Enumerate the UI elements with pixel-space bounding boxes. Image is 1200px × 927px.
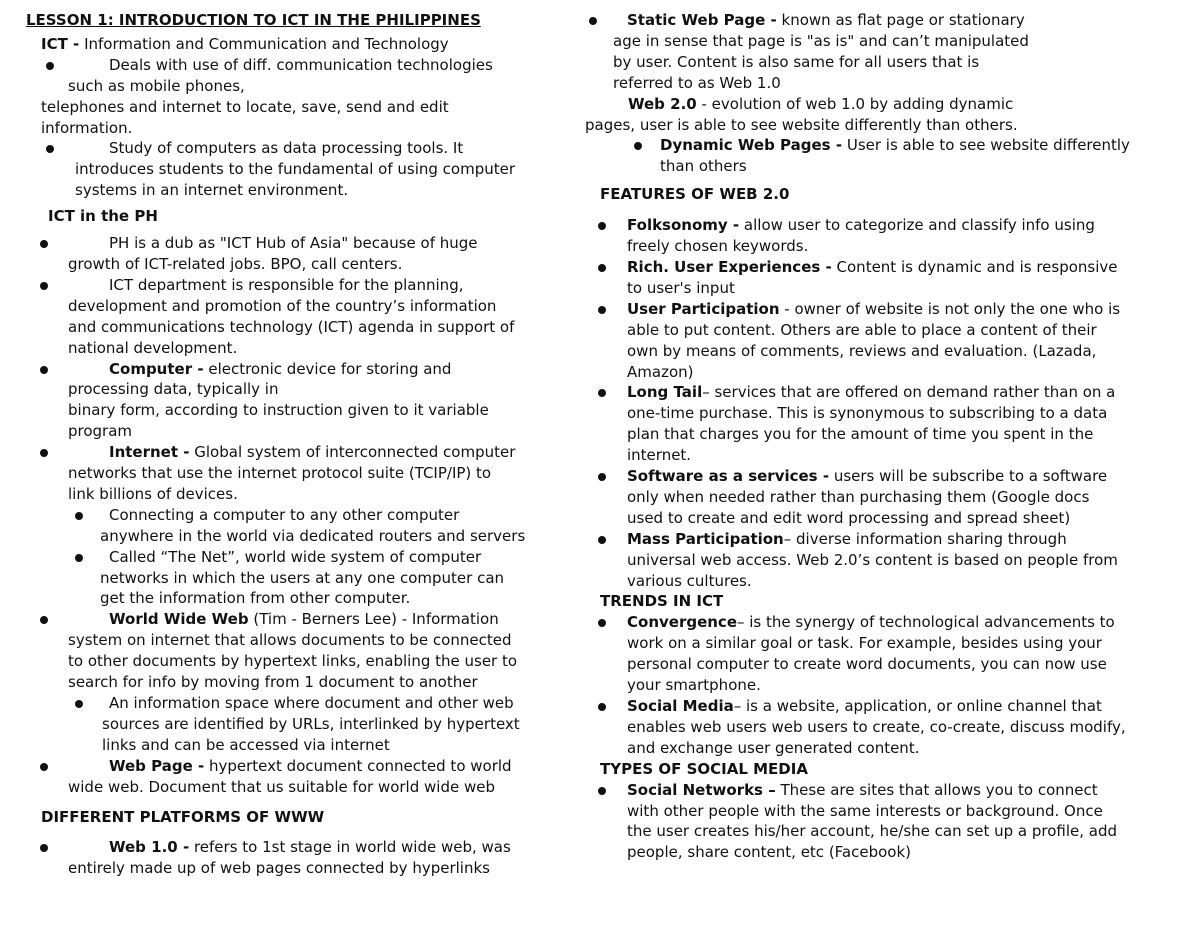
item-first-text: refers to 1st stage in world wide web, was <box>193 838 511 857</box>
item-line: networks in which the users at any one computer can <box>100 568 505 587</box>
types-term: Social Networks – <box>627 780 776 799</box>
item-line: universal web access. Web 2.0’s content is based on people from <box>627 550 1118 569</box>
feature-item <box>584 215 1192 257</box>
www-term: World Wide Web <box>109 610 249 629</box>
item-line: own by means of comments, reviews and evaluation. (Lazada, <box>627 341 1097 360</box>
webpage-item <box>26 756 578 798</box>
feature-term: Folksonomy - <box>627 216 740 235</box>
ph-item <box>26 233 578 275</box>
item-line: people, share content, etc (Facebook) <box>627 843 912 862</box>
item-line: Study of computers as data processing tools. It <box>109 139 464 158</box>
trend-item <box>584 612 1192 696</box>
item-first-text: – diverse information sharing through <box>783 529 1067 548</box>
webpage-term: Web Page - <box>109 756 205 775</box>
ict-definition-text: Information and Communication and Technology <box>84 34 449 53</box>
internet-sub-item <box>26 547 578 610</box>
internet-sub-item <box>26 505 578 547</box>
types-heading: TYPES OF SOCIAL MEDIA <box>600 759 808 778</box>
ict-item <box>26 55 578 139</box>
item-line: one-time purchase. This is synonymous to subscribing to a data <box>627 404 1108 423</box>
item-first-text: hypertext document connected to world <box>209 756 512 775</box>
item-line: internet. <box>627 446 692 465</box>
item-line <box>584 299 1192 320</box>
platforms-heading: DIFFERENT PLATFORMS OF WWW <box>41 807 325 826</box>
item-line: anywhere in the world via dedicated routers and servers <box>100 526 526 545</box>
item-line <box>26 359 578 380</box>
types-item <box>584 780 1192 864</box>
item-line <box>584 612 1192 633</box>
item-line: sources are identified by URLs, interlinked by hypertext <box>102 714 520 733</box>
item-first-text: users will be subscribe to a software <box>833 467 1108 486</box>
item-first-text: allow user to categorize and classify info using <box>743 216 1095 235</box>
item-first-text: Global system of interconnected computer <box>194 443 516 462</box>
item-first-text: These are sites that allows you to connect <box>780 780 1098 799</box>
item-line: age in sense that page is "as is" and can’t manipulated <box>613 31 1029 50</box>
item-line: introduces students to the fundamental of using computer <box>75 160 516 179</box>
item-line <box>26 837 578 858</box>
computer-term: Computer - <box>109 359 204 378</box>
feature-term: Long Tail <box>627 383 703 402</box>
item-line: wide web. Document that us suitable for world wide web <box>68 777 495 796</box>
item-first-text: electronic device for storing and <box>208 359 452 378</box>
item-line: PH is a dub as "ICT Hub of Asia" because of huge <box>109 234 478 253</box>
item-line: processing data, typically in <box>68 380 279 399</box>
item-line: such as mobile phones, <box>68 76 245 95</box>
item-first-text: User is able to see website differently <box>846 136 1130 155</box>
item-line <box>584 94 1192 115</box>
item-line: networks that use the internet protocol suite (TCIP/IP) to <box>68 464 492 483</box>
item-line <box>584 780 1192 801</box>
right-column <box>584 10 1192 863</box>
item-line: your smartphone. <box>627 676 761 695</box>
item-line <box>584 10 1192 31</box>
item-line: able to put content. Others are able to place a content of their <box>627 320 1097 339</box>
item-line: enables web users web users to create, co-create, discuss modify, <box>627 717 1126 736</box>
trend-term: Convergence <box>627 613 737 632</box>
feature-item <box>584 529 1192 592</box>
ph-item <box>26 275 578 359</box>
web10-term: Web 1.0 - <box>109 838 190 857</box>
item-line: Amazon) <box>627 362 694 381</box>
item-line: the user creates his/her account, he/she can set up a profile, add <box>627 822 1117 841</box>
item-line: pages, user is able to see website differently than others. <box>585 115 1018 134</box>
item-line: freely chosen keywords. <box>627 237 809 256</box>
feature-term: Mass Participation <box>627 529 784 548</box>
ict-item <box>26 138 578 201</box>
dynamic-page-item <box>584 135 1192 177</box>
item-line <box>584 529 1192 550</box>
item-first-text: known as flat page or stationary <box>781 11 1025 29</box>
features-heading: FEATURES OF WEB 2.0 <box>600 185 790 204</box>
item-line <box>26 442 578 463</box>
item-line: personal computer to create word documents, you can now use <box>627 655 1107 674</box>
item-line <box>26 756 578 777</box>
feature-item <box>584 257 1192 299</box>
static-term: Static Web Page - <box>627 11 777 29</box>
item-line: system on internet that allows documents to be connected <box>68 631 512 650</box>
item-first-text: - evolution of web 1.0 by adding dynamic <box>701 94 1014 113</box>
item-line <box>584 257 1192 278</box>
item-line <box>584 215 1192 236</box>
ph-item-internet <box>26 442 578 505</box>
feature-item <box>584 299 1192 383</box>
item-first-text: – is the synergy of technological advancements to <box>737 613 1115 632</box>
item-line: search for info by moving from 1 document to another <box>68 673 478 692</box>
item-line: referred to as Web 1.0 <box>613 73 781 92</box>
item-line: entirely made up of web pages connected by hyperlinks <box>68 859 490 878</box>
item-line: An information space where document and other web <box>109 694 514 712</box>
item-first-text: – is a website, application, or online channel that <box>733 697 1102 715</box>
item-line: only when needed rather than purchasing them (Google docs <box>627 487 1090 506</box>
item-line: growth of ICT-related jobs. BPO, call centers. <box>68 254 403 273</box>
item-line: plan that charges you for the amount of time you spent in the <box>627 425 1094 444</box>
item-line: and communications technology (ICT) agenda in support of <box>68 317 515 336</box>
ict-definition <box>26 34 578 55</box>
internet-term: Internet - <box>109 443 190 462</box>
ict-term: ICT - <box>41 34 80 53</box>
item-line: national development. <box>68 338 238 357</box>
item-line: systems in an internet environment. <box>75 181 349 200</box>
item-line <box>584 382 1192 403</box>
item-line: program <box>68 422 133 441</box>
left-column <box>26 10 578 879</box>
item-line <box>26 609 578 630</box>
item-line <box>584 135 1192 156</box>
trend-item <box>584 696 1192 759</box>
item-line: Called “The Net”, world wide system of computer <box>109 547 482 566</box>
item-line: than others <box>660 157 747 176</box>
item-line <box>584 466 1192 487</box>
item-line: Connecting a computer to any other computer <box>109 505 460 524</box>
item-line: with other people with the same interests or background. Once <box>627 801 1103 820</box>
feature-item <box>584 466 1192 529</box>
item-line: binary form, according to instruction given to it variable <box>68 401 489 420</box>
item-line: by user. Content is also same for all users that is <box>613 52 980 71</box>
item-first-text: (Tim - Berners Lee) - Information <box>253 610 499 629</box>
item-first-text: - owner of website is not only the one who is <box>784 299 1121 318</box>
item-line: various cultures. <box>627 571 752 590</box>
lesson-title: LESSON 1: INTRODUCTION TO ICT IN THE PHILIPPINES <box>26 11 481 29</box>
feature-term: User Participation <box>627 299 780 318</box>
item-first-text: – services that are offered on demand rather than on a <box>702 383 1116 402</box>
static-page-item <box>584 10 1192 94</box>
www-sub-item <box>26 693 578 756</box>
ph-item-computer <box>26 359 578 443</box>
feature-term: Rich. User Experiences - <box>627 257 832 276</box>
item-line: used to create and edit word processing and spread sheet) <box>627 508 1071 527</box>
item-line: links and can be accessed via internet <box>102 735 390 754</box>
www-item <box>26 609 578 693</box>
item-line: to user's input <box>627 278 735 297</box>
trend-term: Social Media <box>627 697 734 715</box>
web20-term: Web 2.0 <box>628 94 697 113</box>
item-line: development and promotion of the country’s information <box>68 296 497 315</box>
item-line: link billions of devices. <box>68 484 238 503</box>
dynamic-term: Dynamic Web Pages - <box>660 136 843 155</box>
item-line: information. <box>41 118 133 137</box>
item-line: Deals with use of diff. communication technologies <box>109 55 493 74</box>
item-line: to other documents by hypertext links, enabling the user to <box>68 652 518 671</box>
feature-item <box>584 382 1192 466</box>
item-line: work on a similar goal or task. For example, besides using your <box>627 634 1102 653</box>
trends-heading: TRENDS IN ICT <box>600 592 724 611</box>
web10-item <box>26 837 578 879</box>
web20-item <box>584 94 1192 136</box>
feature-term: Software as a services - <box>627 467 830 486</box>
item-line: and exchange user generated content. <box>627 738 920 757</box>
item-line: ICT department is responsible for the planning, <box>109 275 464 294</box>
item-line <box>584 696 1192 717</box>
item-line: telephones and internet to locate, save, send and edit <box>41 97 449 116</box>
item-first-text: Content is dynamic and is responsive <box>836 257 1118 276</box>
ict-in-ph-heading: ICT in the PH <box>48 207 158 226</box>
item-line: get the information from other computer. <box>100 589 411 608</box>
